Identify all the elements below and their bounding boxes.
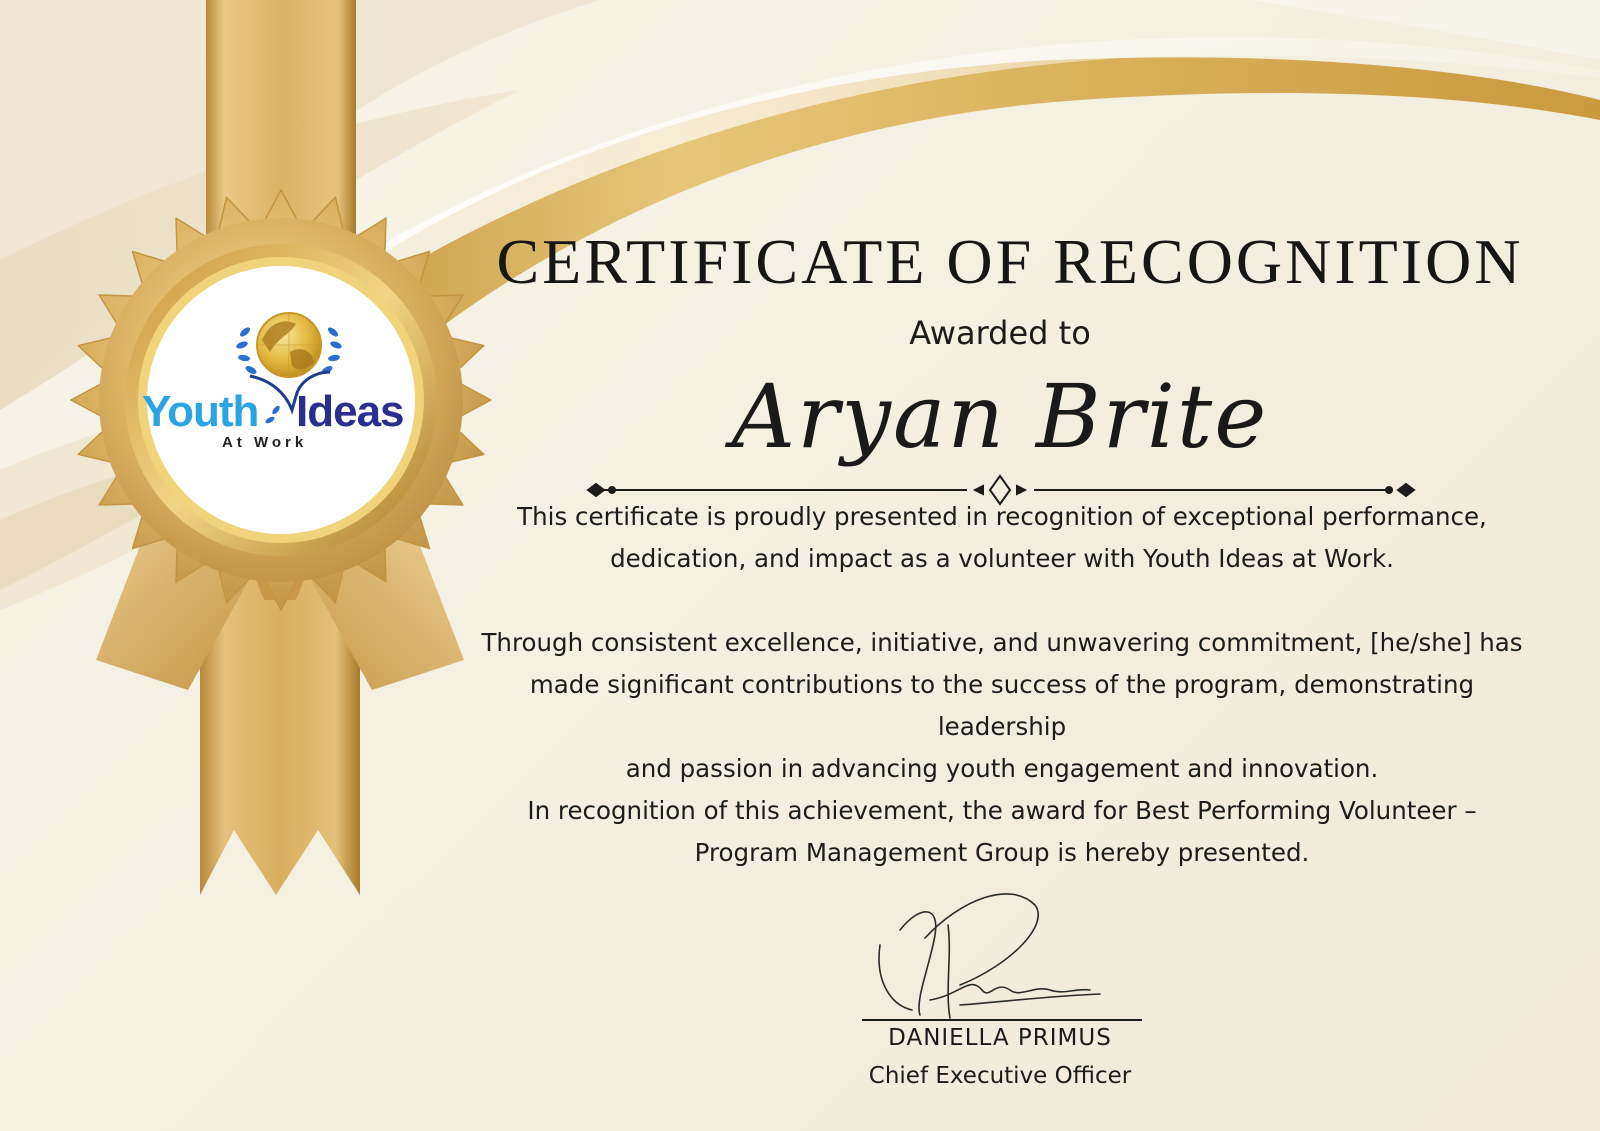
paragraph-line: In recognition of this achievement, the award for Best Performing Volunteer – [527, 796, 1477, 825]
paragraph-line: This certificate is proudly presented in recognition of exceptional performance, [517, 502, 1487, 531]
paragraph-line: Through consistent excellence, initiative, and unwavering commitment, [he/she] has [481, 628, 1523, 657]
recipient-name: Aryan Brite [731, 365, 1269, 468]
logo-word-ideas: Ideas [296, 387, 404, 436]
logo-word-youth: Youth [142, 387, 259, 436]
awarded-to-label: Awarded to [909, 314, 1091, 352]
logo-tagline: At Work [222, 434, 308, 451]
paragraph-line: made significant contributions to the success of the program, demonstrating leadership [529, 670, 1475, 741]
signatory-name: DANIELLA PRIMUS [888, 1025, 1112, 1051]
paragraph-line: Program Management Group is hereby presented. [694, 838, 1310, 867]
paragraph-line: dedication, and impact as a volunteer with Youth Ideas at Work. [610, 544, 1394, 573]
certificate-title: CERTIFICATE OF RECOGNITION [496, 226, 1524, 297]
signatory-title: Chief Executive Officer [868, 1063, 1132, 1089]
paragraph-line: and passion in advancing youth engagement and innovation. [625, 754, 1379, 783]
